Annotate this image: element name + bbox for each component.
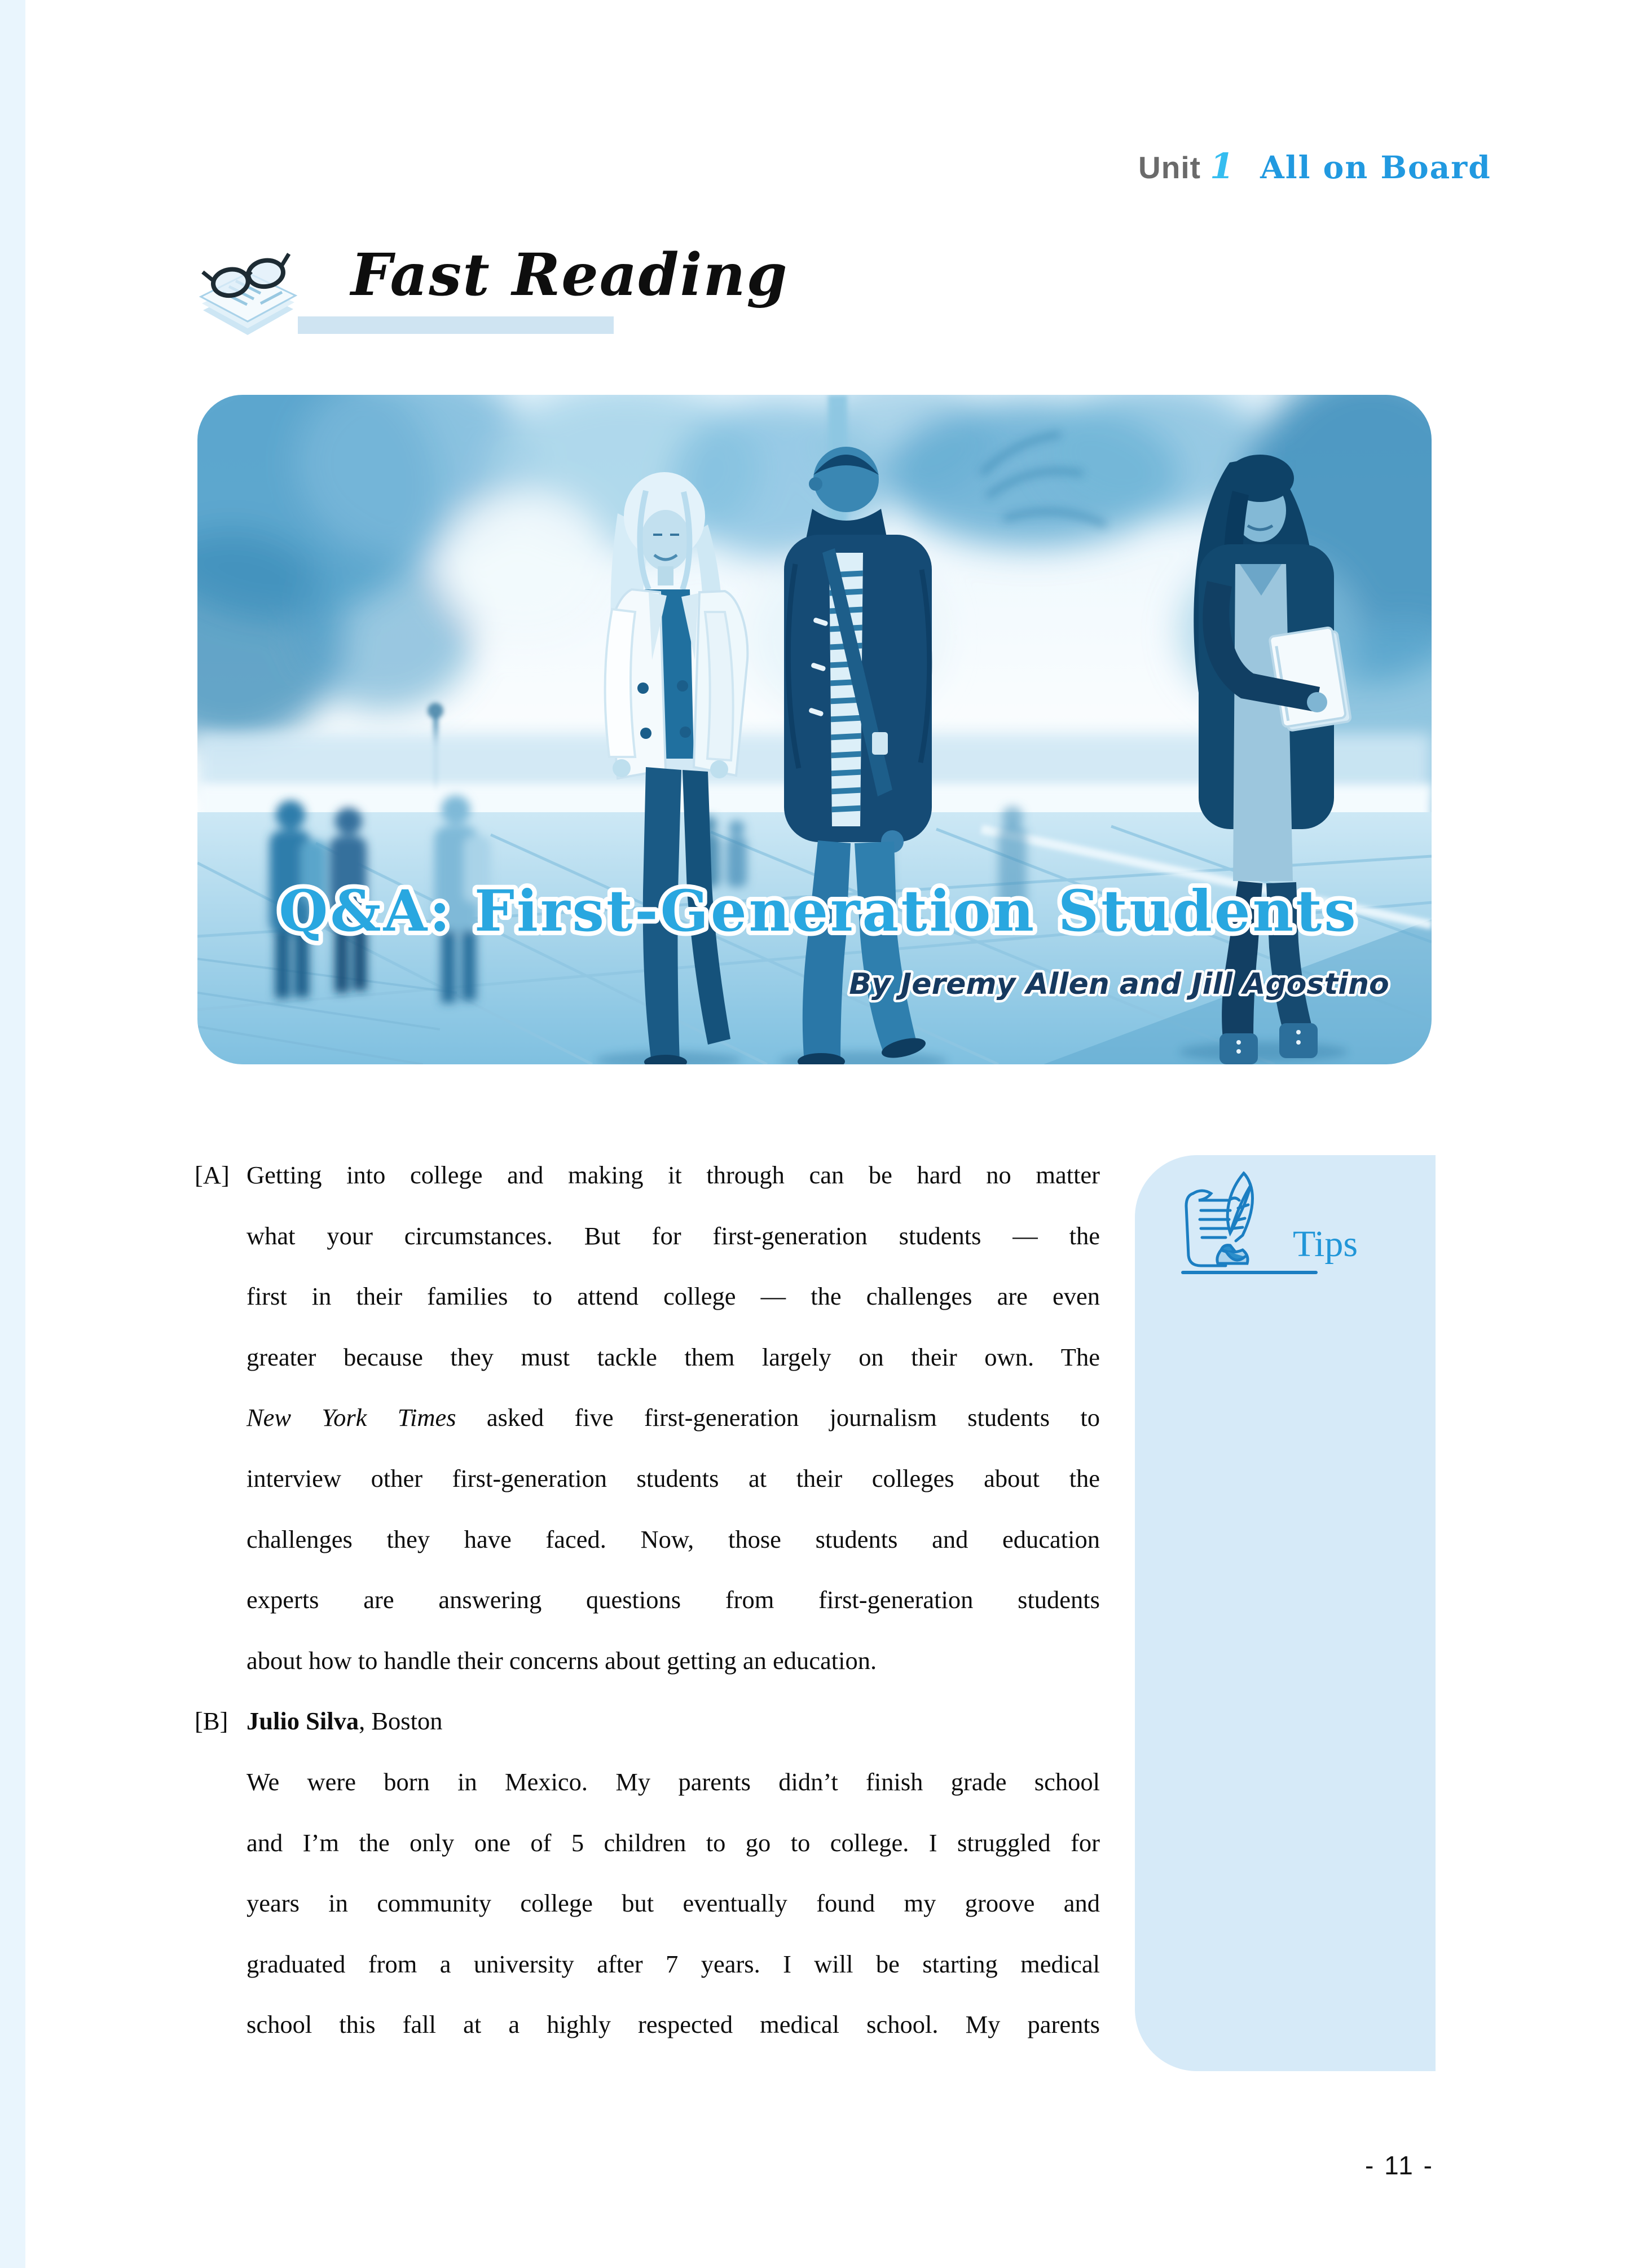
tips-sidebar bbox=[1135, 1155, 1436, 2071]
paragraph-label-a: [A] bbox=[195, 1161, 230, 1189]
text-line: graduated from a university after 7 years. I will be starting medical bbox=[246, 1949, 1100, 1978]
text-line: interview other first-generation students at their colleges about the bbox=[246, 1464, 1100, 1492]
tips-label: Tips bbox=[1293, 1223, 1358, 1265]
text-line: experts are answering questions from first-generation students bbox=[246, 1586, 1100, 1614]
paragraph-b-heading bbox=[195, 1691, 1100, 1752]
unit-header bbox=[1138, 146, 1491, 187]
article-photo bbox=[197, 395, 1432, 1064]
article-body bbox=[195, 1145, 1100, 2055]
text-line: years in community college but eventually found my groove and bbox=[246, 1889, 1100, 1918]
text-line: what your circumstances. But for first-generation students — the bbox=[246, 1221, 1100, 1250]
students-walking-photo bbox=[197, 395, 1432, 1064]
text-line: greater because they must tackle them largely on their own. The bbox=[246, 1342, 1100, 1371]
unit-number: 1 bbox=[1209, 146, 1235, 187]
page-number: - 11 - bbox=[1365, 2151, 1434, 2180]
photo-title: Q&A: First-Generation Students bbox=[279, 878, 1358, 944]
photo-byline: By Jeremy Allen and Jill Agostino bbox=[849, 967, 1389, 1001]
newspaper-glasses-icon bbox=[193, 224, 303, 343]
newspaper-name: New York Times bbox=[246, 1403, 456, 1432]
section-heading: Fast Reading bbox=[351, 241, 789, 309]
section-banner-bar bbox=[298, 316, 614, 334]
text-line: and I’m the only one of 5 children to go to college. I struggled for bbox=[246, 1828, 1100, 1857]
text-line: [A] Getting into college and making it through can be hard no matter bbox=[246, 1145, 1100, 1206]
page-edge-strip bbox=[0, 0, 25, 2268]
text-line: challenges they have faced. Now, those students and education bbox=[246, 1525, 1100, 1553]
speaker-location: , Boston bbox=[359, 1707, 443, 1736]
text-line: about how to handle their concerns about getting an education. bbox=[246, 1646, 877, 1675]
unit-title: All on Board bbox=[1260, 149, 1491, 186]
text-line: first in their families to attend college — the challenges are even bbox=[246, 1282, 1100, 1311]
text-line: school this fall at a highly respected medical school. My parents bbox=[246, 2010, 1100, 2039]
speaker-name: Julio Silva bbox=[246, 1707, 359, 1736]
unit-label: Unit bbox=[1138, 150, 1201, 185]
text-line: New York Times asked five first-generation journalism students to bbox=[246, 1403, 1100, 1432]
text-line: We were born in Mexico. My parents didn’t finish grade school bbox=[246, 1767, 1100, 1796]
paragraph-label-b: [B] bbox=[195, 1707, 228, 1736]
